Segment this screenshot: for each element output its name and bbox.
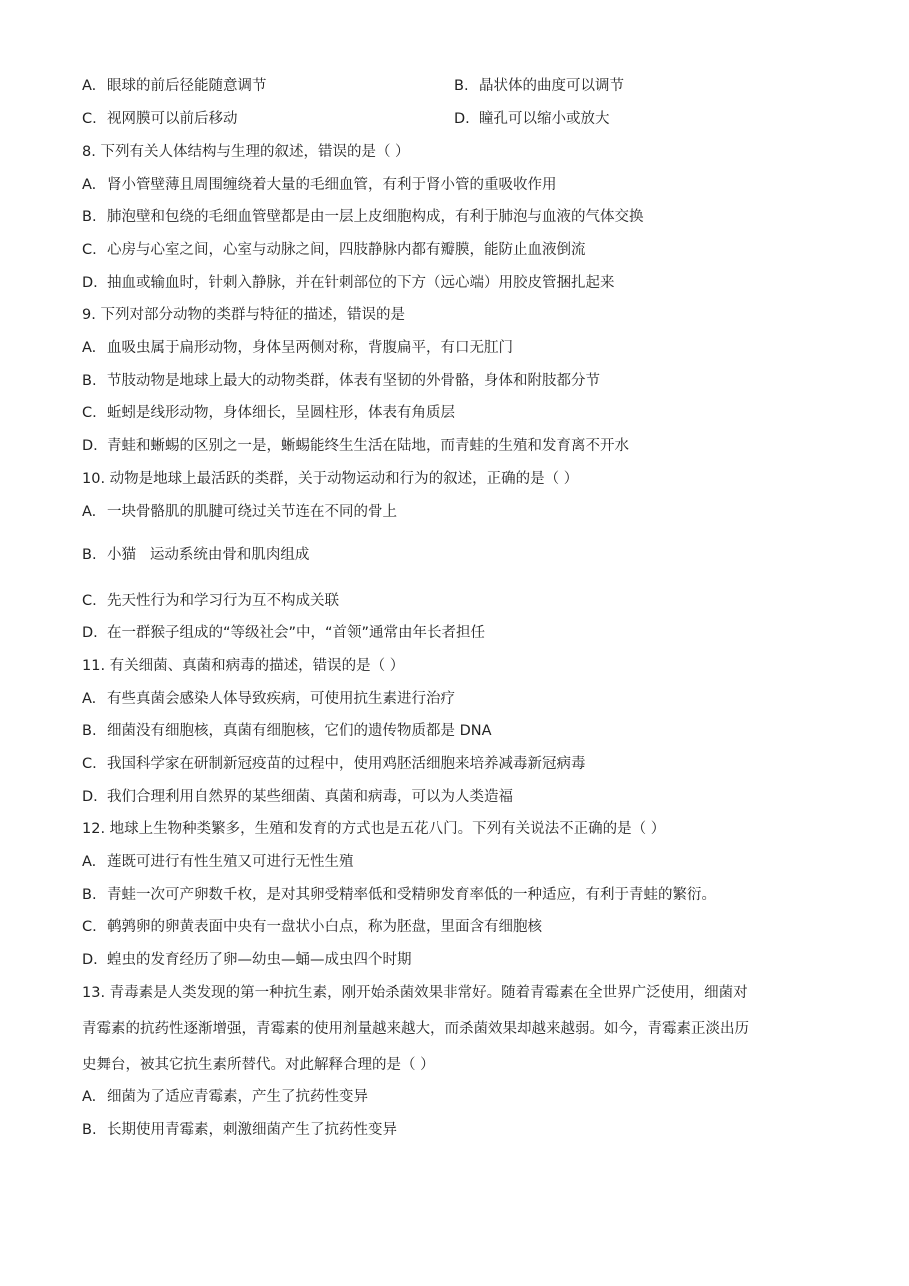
question-13-option-b[interactable]: [82, 1120, 397, 1140]
question-12-option-b[interactable]: [82, 885, 716, 905]
option-text: 蚯蚓是线形动物，身体细长，呈圆柱形，体表有角质层: [107, 405, 455, 421]
option-text: 细菌为了适应青霉素，产生了抗药性变异: [107, 1089, 368, 1105]
question-13-stem-line-3: 史舞台，被其它抗生素所替代。对此解释合理的是（ ）: [82, 1057, 435, 1073]
question-10-option-a[interactable]: [82, 502, 397, 522]
option-text: 细菌没有细胞核，真菌有细胞核，它们的遗传物质都是 DNA: [107, 723, 492, 739]
option-label: D.: [82, 789, 98, 805]
option-text: 鹌鹑卵的卵黄表面中央有一盘状小白点，称为胚盘，里面含有细胞核: [107, 919, 542, 935]
option-label: D.: [82, 438, 98, 454]
option-label: D.: [82, 275, 98, 291]
option-label: C.: [82, 919, 97, 935]
option-text: 青蛙和蜥蜴的区别之一是，蜥蜴能终生生活在陆地，而青蛙的生殖和发育离不开水: [107, 438, 629, 454]
question-11-option-d[interactable]: [82, 787, 513, 807]
question-9-stem: 9. 下列对部分动物的类群与特征的描述，错误的是: [82, 307, 405, 323]
option-label: B.: [82, 373, 97, 389]
question-9-option-a[interactable]: [82, 338, 513, 358]
question-10-option-c[interactable]: [82, 591, 339, 611]
option-label: C.: [82, 405, 97, 421]
question-8-option-b[interactable]: [82, 207, 644, 227]
option-text: 晶状体的曲度可以调节: [479, 78, 624, 94]
question-9-option-b[interactable]: [82, 371, 600, 391]
option-text: 抽血或输血时，针刺入静脉，并在针刺部位的下方（远心端）用胶皮管捆扎起来: [107, 275, 615, 291]
option-text: 肺泡壁和包绕的毛细血管壁都是由一层上皮细胞构成，有利于肺泡与血液的气体交换: [107, 209, 644, 225]
option-label: D.: [82, 952, 98, 968]
question-12-option-a[interactable]: [82, 852, 354, 872]
question-10-option-b[interactable]: [82, 545, 309, 565]
question-8-option-d[interactable]: [82, 273, 615, 293]
question-13-stem-line-2: 青霉素的抗药性逐渐增强，青霉素的使用剂量越来越大，而杀菌效果却越来越弱。如今，青霉素正淡出历: [82, 1021, 749, 1037]
option-label: C.: [82, 111, 97, 127]
question-13-option-a[interactable]: [82, 1087, 368, 1107]
question-12-option-c[interactable]: [82, 917, 542, 937]
option-label: B.: [82, 723, 97, 739]
option-text: 蝗虫的发育经历了卵—幼虫—蛹—成虫四个时期: [107, 952, 412, 968]
option-text: 先天性行为和学习行为互不构成关联: [107, 593, 339, 609]
question-8-option-a[interactable]: [82, 175, 557, 195]
question-8-option-c[interactable]: [82, 240, 586, 260]
question-11-option-b[interactable]: [82, 721, 492, 741]
question-9-option-d[interactable]: [82, 436, 629, 456]
option-label: A.: [82, 177, 97, 193]
option-label: A.: [82, 691, 97, 707]
prev-option-d[interactable]: [454, 109, 610, 129]
option-text: 长期使用青霉素，刺激细菌产生了抗药性变异: [107, 1122, 397, 1138]
option-label: B.: [454, 78, 469, 94]
option-label: A.: [82, 340, 97, 356]
option-text: 一块骨骼肌的肌腱可绕过关节连在不同的骨上: [107, 504, 397, 520]
option-label: A.: [82, 504, 97, 520]
option-text: 在一群猴子组成的“等级社会”中，“首领”通常由年长者担任: [107, 625, 486, 641]
prev-option-c[interactable]: [82, 109, 238, 129]
prev-option-b[interactable]: [454, 76, 624, 96]
question-13-stem-line-1: 13. 青毒素是人类发现的第一种抗生素，刚开始杀菌效果非常好。随着青霉素在全世界广泛使用，细菌对: [82, 985, 748, 1001]
question-11-stem: 11. 有关细菌、真菌和病毒的描述，错误的是（ ）: [82, 658, 405, 674]
option-text: 我国科学家在研制新冠疫苗的过程中，使用鸡胚活细胞来培养减毒新冠病毒: [107, 756, 586, 772]
prev-option-a[interactable]: [82, 76, 267, 96]
option-label: B.: [82, 1122, 97, 1138]
option-text: 瞳孔可以缩小或放大: [479, 111, 610, 127]
option-label: B.: [82, 547, 97, 563]
question-8-stem: 8. 下列有关人体结构与生理的叙述，错误的是（ ）: [82, 144, 410, 160]
option-label: A.: [82, 854, 97, 870]
option-text: 眼球的前后径能随意调节: [107, 78, 267, 94]
question-10-stem: 10. 动物是地球上最活跃的类群，关于动物运动和行为的叙述，正确的是（ ）: [82, 471, 579, 487]
option-label: A.: [82, 78, 97, 94]
option-label: D.: [454, 111, 470, 127]
option-label: B.: [82, 209, 97, 225]
option-text: 视网膜可以前后移动: [107, 111, 238, 127]
question-11-option-a[interactable]: [82, 689, 455, 709]
option-label: C.: [82, 593, 97, 609]
option-text: 我们合理利用自然界的某些细菌、真菌和病毒，可以为人类造福: [107, 789, 513, 805]
option-label: D.: [82, 625, 98, 641]
option-text: 节肢动物是地球上最大的动物类群，体表有坚韧的外骨骼，身体和附肢都分节: [107, 373, 600, 389]
option-text: 小猫 运动系统由骨和肌肉组成: [107, 547, 310, 563]
option-label: A.: [82, 1089, 97, 1105]
option-text: 青蛙一次可产卵数千枚，是对其卵受精率低和受精卵发育率低的一种适应，有利于青蛙的繁衍。: [107, 887, 716, 903]
question-9-option-c[interactable]: [82, 403, 455, 423]
option-text: 肾小管壁薄且周围缠绕着大量的毛细血管，有利于肾小管的重吸收作用: [107, 177, 557, 193]
question-12-option-d[interactable]: [82, 950, 412, 970]
option-label: C.: [82, 242, 97, 258]
question-10-option-d[interactable]: [82, 623, 485, 643]
option-text: 血吸虫属于扁形动物，身体呈两侧对称，背腹扁平，有口无肛门: [107, 340, 513, 356]
option-text: 莲既可进行有性生殖又可进行无性生殖: [107, 854, 354, 870]
option-label: C.: [82, 756, 97, 772]
option-label: B.: [82, 887, 97, 903]
question-11-option-c[interactable]: [82, 754, 586, 774]
option-text: 有些真菌会感染人体导致疾病，可使用抗生素进行治疗: [107, 691, 455, 707]
option-text: 心房与心室之间，心室与动脉之间，四肢静脉内都有瓣膜，能防止血液倒流: [107, 242, 586, 258]
question-12-stem: 12. 地球上生物种类繁多，生殖和发育的方式也是五花八门。下列有关说法不正确的是（ ）: [82, 821, 666, 837]
